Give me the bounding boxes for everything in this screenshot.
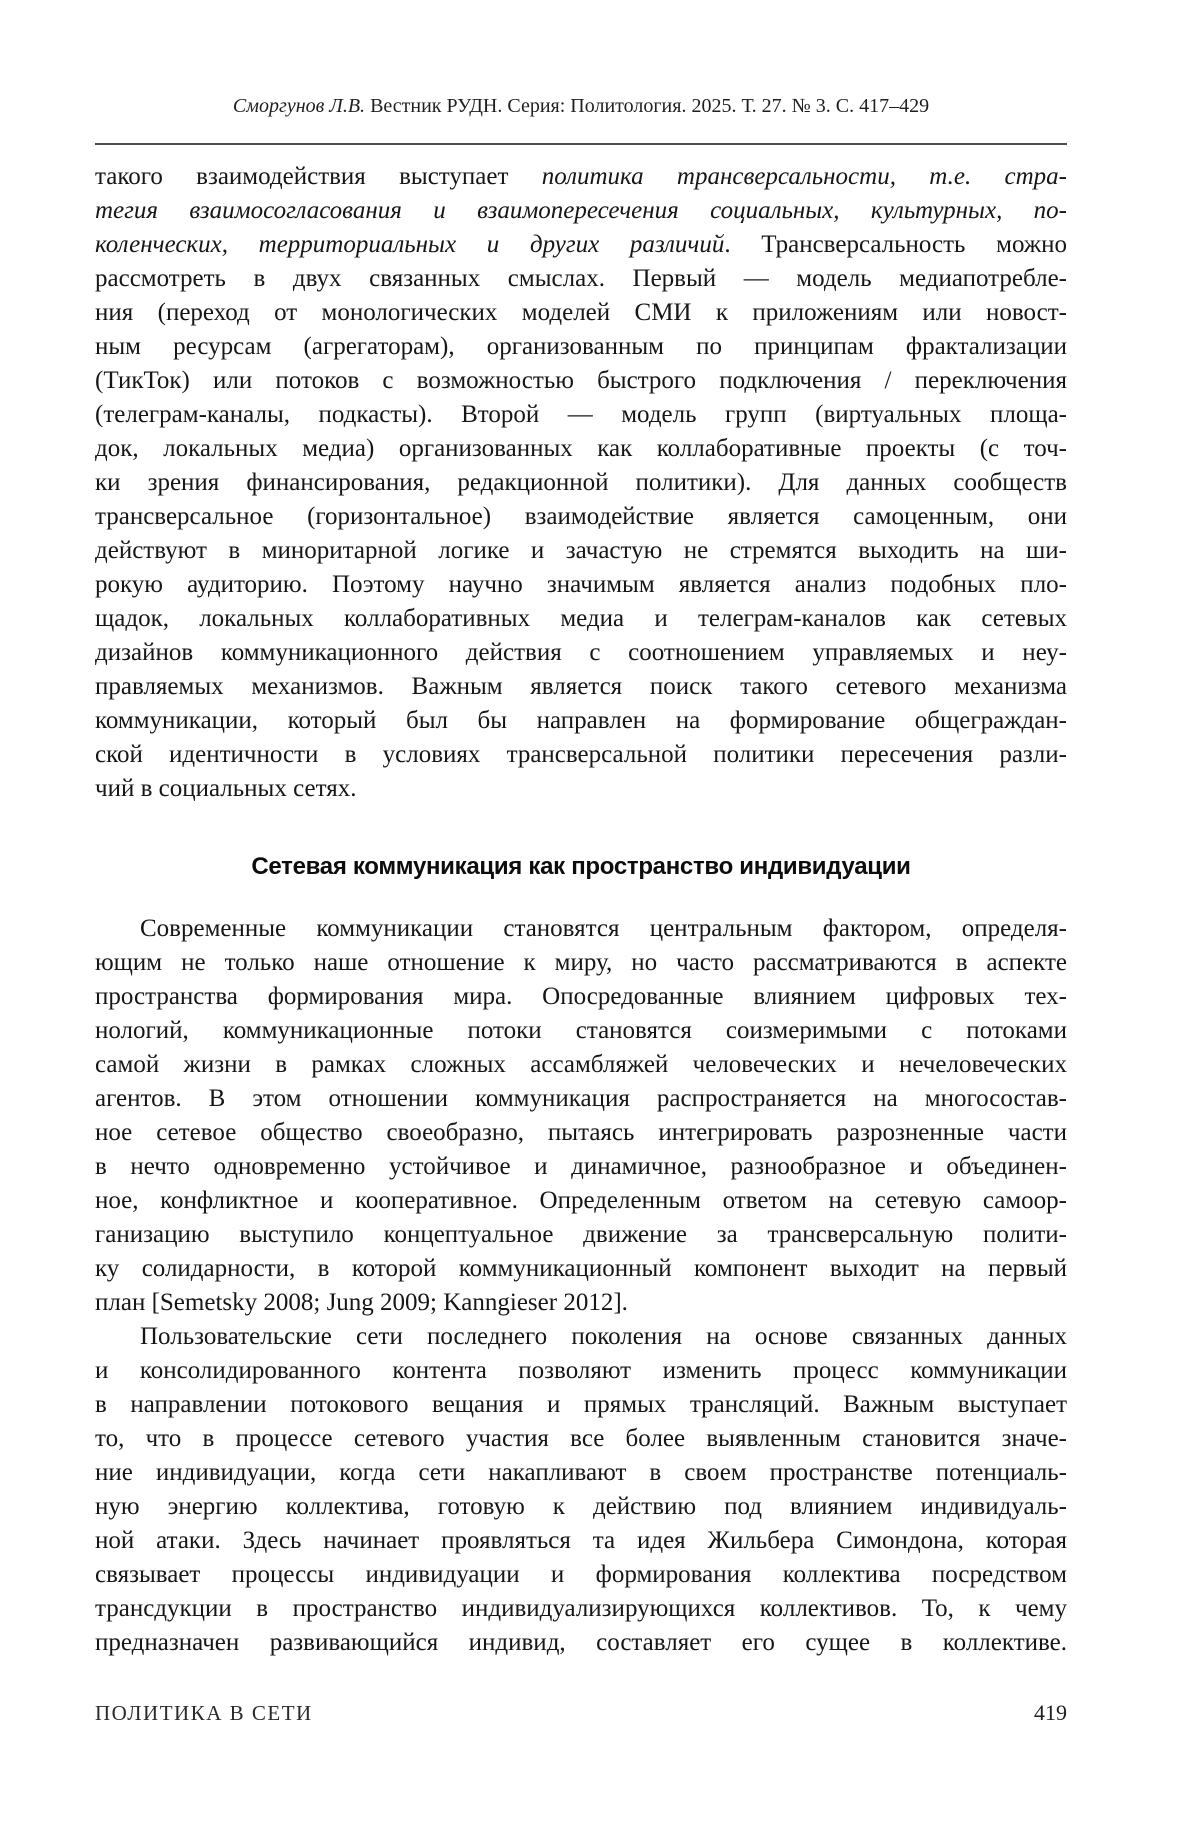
- text-line: [95, 602, 1067, 636]
- text-segment: Пользовательские сети последнего поколения на основе связанных данных: [140, 1323, 1067, 1350]
- text-line: [95, 1116, 1067, 1150]
- text-segment: щадок, локальных коллаборативных медиа и телеграм-каналов как сетевых: [95, 605, 1067, 632]
- footer-section-title: ПОЛИТИКА В СЕТИ: [95, 1701, 313, 1725]
- text-segment: ное, конфликтное и кооперативное. Определенным ответом на сетевую самоор-: [95, 1187, 1067, 1214]
- section-heading: Сетевая коммуникация как пространство индивидуации: [251, 853, 911, 880]
- text-segment: агентов. В этом отношении коммуникация распространяется на многосостав-: [95, 1085, 1067, 1112]
- text-segment: правляемых механизмов. Важным является поиск такого сетевого механизма: [95, 673, 1067, 700]
- text-segment: действуют в миноритарной логике и зачастую не стремятся выходить на ши-: [95, 537, 1067, 564]
- text-segment: ганизацию выступило концептуальное движение за трансверсальную полити-: [95, 1221, 1067, 1248]
- text-segment-italic: политика трансверсальности, т.е. стра-: [541, 163, 1067, 190]
- text-segment: трансдукции в пространство индивидуализирующихся коллективов. То, к чему: [95, 1595, 1067, 1622]
- text-line: [95, 534, 1067, 568]
- text-line: [95, 1388, 1067, 1422]
- text-line: [95, 1456, 1067, 1490]
- text-line: [95, 398, 1067, 432]
- text-segment: чий в социальных сетях.: [95, 775, 357, 802]
- text-segment: док, локальных медиа) организованных как коллаборативные проекты (с точ-: [95, 435, 1067, 462]
- text-segment: план [Semetsky 2008; Jung 2009; Kanngieser 2012].: [95, 1289, 628, 1316]
- text-line: [95, 500, 1067, 534]
- text-line: [95, 1354, 1067, 1388]
- text-line: [95, 1558, 1067, 1592]
- page-footer: [95, 1700, 1067, 1726]
- text-line: [95, 1422, 1067, 1456]
- text-line: [95, 912, 1067, 946]
- text-segment: ной атаки. Здесь начинает проявляться та идея Жильбера Симондона, которая: [95, 1527, 1067, 1554]
- text-segment: рассмотреть в двух связанных смыслах. Первый — модель медиапотребле-: [95, 265, 1067, 292]
- text-segment: предназначен развивающийся индивид, составляет его сущее в коллективе.: [95, 1629, 1067, 1656]
- text-line: [95, 670, 1067, 704]
- running-header: [95, 94, 1067, 118]
- text-segment: ным ресурсам (агрегаторам), организованным по принципам фрактализации: [95, 333, 1067, 360]
- text-line: [95, 432, 1067, 466]
- text-line: [95, 1320, 1067, 1354]
- text-segment: пространства формирования мира. Опосредованные влиянием цифровых тех-: [95, 983, 1067, 1010]
- text-line: [95, 228, 1067, 262]
- text-segment: такого взаимодействия выступает: [95, 163, 542, 190]
- text-segment: ки зрения финансирования, редакционной политики). Для данных сообществ: [95, 469, 1067, 496]
- text-segment: (телеграм-каналы, подкасты). Второй — модель групп (виртуальных площа-: [95, 401, 1067, 428]
- header-rule: [95, 143, 1067, 145]
- text-segment: дизайнов коммуникационного действия с соотношением управляемых и неу-: [95, 639, 1067, 666]
- text-segment: Современные коммуникации становятся центральным фактором, определя-: [140, 915, 1067, 942]
- text-segment: то, что в процессе сетевого участия все более выявленным становится значе-: [95, 1425, 1067, 1452]
- text-line: [95, 194, 1067, 228]
- text-line: [95, 946, 1067, 980]
- text-segment: ния (переход от монологических моделей СМИ к приложениям или новост-: [95, 299, 1067, 326]
- running-header-source: Вестник РУДН. Серия: Политология. 2025. Т. 27. № 3. С. 417–429: [365, 95, 930, 117]
- text-segment: ное сетевое общество своеобразно, пытаясь интегрировать разрозненные части: [95, 1119, 1067, 1146]
- paragraph: [95, 1320, 1067, 1660]
- text-line: [95, 1218, 1067, 1252]
- text-segment: ние индивидуации, когда сети накапливают в своем пространстве потенциаль-: [95, 1459, 1067, 1486]
- text-line: [95, 1048, 1067, 1082]
- text-line: [95, 704, 1067, 738]
- text-segment: ющим не только наше отношение к миру, но часто рассматриваются в аспекте: [95, 949, 1067, 976]
- text-segment: . Трансверсальность можно: [724, 231, 1067, 258]
- text-segment: ку солидарности, в которой коммуникационный компонент выходит на первый: [95, 1255, 1067, 1282]
- text-line: [95, 1592, 1067, 1626]
- text-segment: ской идентичности в условиях трансверсальной политики пересечения разли-: [95, 741, 1067, 768]
- text-line: [95, 1014, 1067, 1048]
- text-segment: в направлении потокового вещания и прямых трансляций. Важным выступает: [95, 1391, 1067, 1418]
- paragraph: [95, 160, 1067, 806]
- text-segment: нологий, коммуникационные потоки становятся соизмеримыми с потоками: [95, 1017, 1067, 1044]
- text-line: [95, 636, 1067, 670]
- text-line: [95, 1626, 1067, 1660]
- text-segment-italic: коленческих, территориальных и других различий: [95, 231, 725, 258]
- text-line: [95, 1082, 1067, 1116]
- text-segment: самой жизни в рамках сложных ассамбляжей человеческих и нечеловеческих: [95, 1051, 1067, 1078]
- text-line: [95, 980, 1067, 1014]
- text-line: [95, 1524, 1067, 1558]
- running-header-author: Сморгунов Л.В.: [232, 95, 366, 117]
- text-line: [95, 466, 1067, 500]
- text-line: [95, 364, 1067, 398]
- text-line: [95, 1490, 1067, 1524]
- paragraph: [95, 912, 1067, 1320]
- text-line: [95, 330, 1067, 364]
- text-line: [95, 738, 1067, 772]
- text-line: [95, 296, 1067, 330]
- footer-page-number: 419: [1034, 1700, 1067, 1725]
- text-line: [95, 772, 1067, 806]
- text-segment: в нечто одновременно устойчивое и динамичное, разнообразное и объединен-: [95, 1153, 1067, 1180]
- text-segment: коммуникации, который был бы направлен на формирование общеграждан-: [95, 707, 1067, 734]
- text-segment: и консолидированного контента позволяют изменить процесс коммуникации: [95, 1357, 1067, 1384]
- text-line: [95, 568, 1067, 602]
- text-segment: связывает процессы индивидуации и формирования коллектива посредством: [95, 1561, 1067, 1588]
- text-line: [95, 1150, 1067, 1184]
- text-line: [95, 1184, 1067, 1218]
- text-segment: трансверсальное (горизонтальное) взаимодействие является самоценным, они: [95, 503, 1067, 530]
- text-segment: (ТикТок) или потоков с возможностью быстрого подключения / переключения: [95, 367, 1067, 394]
- text-segment-italic: тегия взаимосогласования и взаимопересечения социальных, культурных, по-: [95, 197, 1067, 224]
- text-line: [95, 1252, 1067, 1286]
- text-line: [95, 160, 1067, 194]
- text-line: [95, 1286, 1067, 1320]
- text-segment: ную энергию коллектива, готовую к действию под влиянием индивидуаль-: [95, 1493, 1067, 1520]
- text-segment: рокую аудиторию. Поэтому научно значимым является анализ подобных пло-: [95, 571, 1067, 598]
- text-line: [95, 262, 1067, 296]
- article-body: [95, 160, 1067, 1660]
